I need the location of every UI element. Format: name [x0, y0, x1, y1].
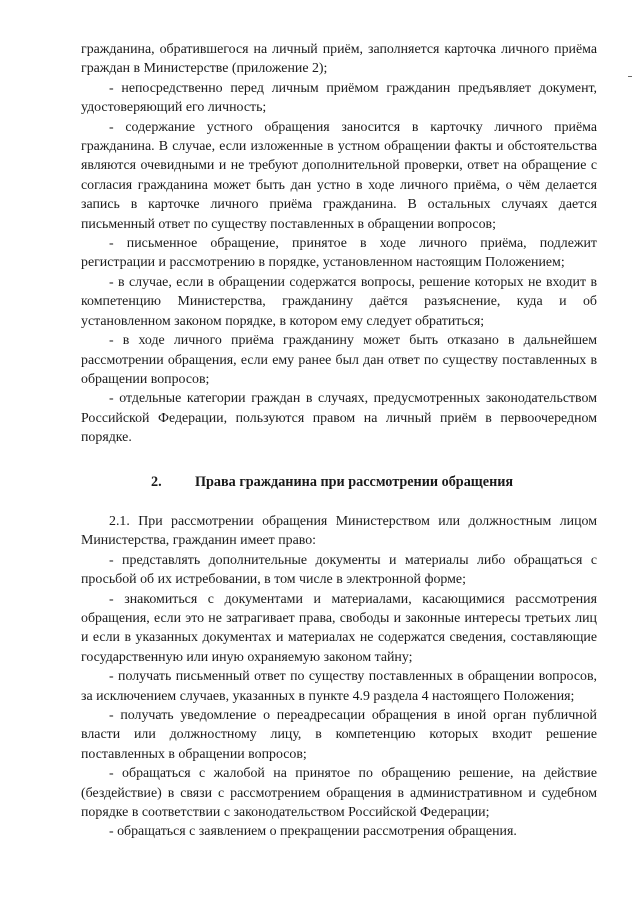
paragraph-right-submit-documents: - представлять дополнительные документы и материалы либо обращаться с просьбой об их истребовании, в том числе в электронной форме; [81, 552, 597, 588]
paragraph-written-appeal: - письменное обращение, принятое в ходе личного приёма, подлежит регистрации и рассмотрению в порядке, установленном настоящим Положением; [81, 236, 597, 271]
paragraph-right-complaint: - обращаться с жалобой на принятое по обращению решение, на действие (бездействие) в связи с рассмотрением обращения в административном и судебном порядке в соответствии с законодательством Российской Федерации; [81, 766, 597, 821]
section-heading [81, 473, 597, 492]
paragraph-oral-appeal: - содержание устного обращения заносится в карточку личного приёма гражданина. В случае, если изложенные в устном обращении факты и обстоятельства являются очевидными и не требуют дополнительной проверки, ответ на обращение с согласия гражданина может быть дан устно в ходе личного приёма, о чём делается запись в карточке личного приёма гражданина. В остальных случаях дается письменный ответ по существу поставленных в обращении вопросов; [81, 119, 597, 232]
paragraph-right-redirect-notice: - получать уведомление о переадресации обращения в иной орган публичной власти или должностному лицу, в компетенцию которых входит решение поставленных в обращении вопросов; [81, 708, 597, 762]
paragraph-right-review-materials: - знакомиться с документами и материалами, касающимися рассмотрения обращения, если это не затрагивает права, свободы и законные интересы третьих лиц и если в указанных документах и материалах не содержатся сведения, составляющие государственную или иную охраняемую законом тайну; [81, 591, 597, 665]
section-title: Права гражданина при рассмотрении обращения [195, 473, 514, 490]
paragraph-refusal: - в ходе личного приёма гражданину может быть отказано в дальнейшем рассмотрении обращения, если ему ранее был дан ответ по существу поставленных в обращении вопросов; [81, 333, 597, 387]
paragraph-competence: - в случае, если в обращении содержатся вопросы, решение которых не входит в компетенцию Министерства, гражданину даётся разъяснение, куда и об установленном законом порядке, в котором ему следует обратиться; [81, 274, 597, 329]
paragraph-right-termination: - обращаться с заявлением о прекращении рассмотрения обращения. [109, 824, 517, 840]
paragraph-identity-document: - непосредственно перед личным приёмом гражданин предъявляет документ, удостоверяющий его личность; [81, 80, 597, 116]
document-page [81, 40, 597, 842]
paragraph-priority: - отдельные категории граждан в случаях, предусмотренных законодательством Российской Федерации, пользуются правом на личный приём в первоочередном порядке. [81, 391, 597, 446]
scan-mark [628, 76, 632, 77]
paragraph-continuation: гражданина, обратившегося на личный приём, заполняется карточка личного приёма граждан в Министерстве (приложение 2); [81, 42, 597, 77]
section-number: 2. [151, 473, 162, 490]
paragraph-right-written-answer: - получать письменный ответ по существу поставленных в обращении вопросов, за исключением случаев, указанных в пункте 4.9 раздела 4 настоящего Положения; [81, 669, 597, 704]
paragraph-rights-intro: 2.1. При рассмотрении обращения Министерством или должностным лицом Министерства, гражданин имеет право: [81, 513, 597, 549]
